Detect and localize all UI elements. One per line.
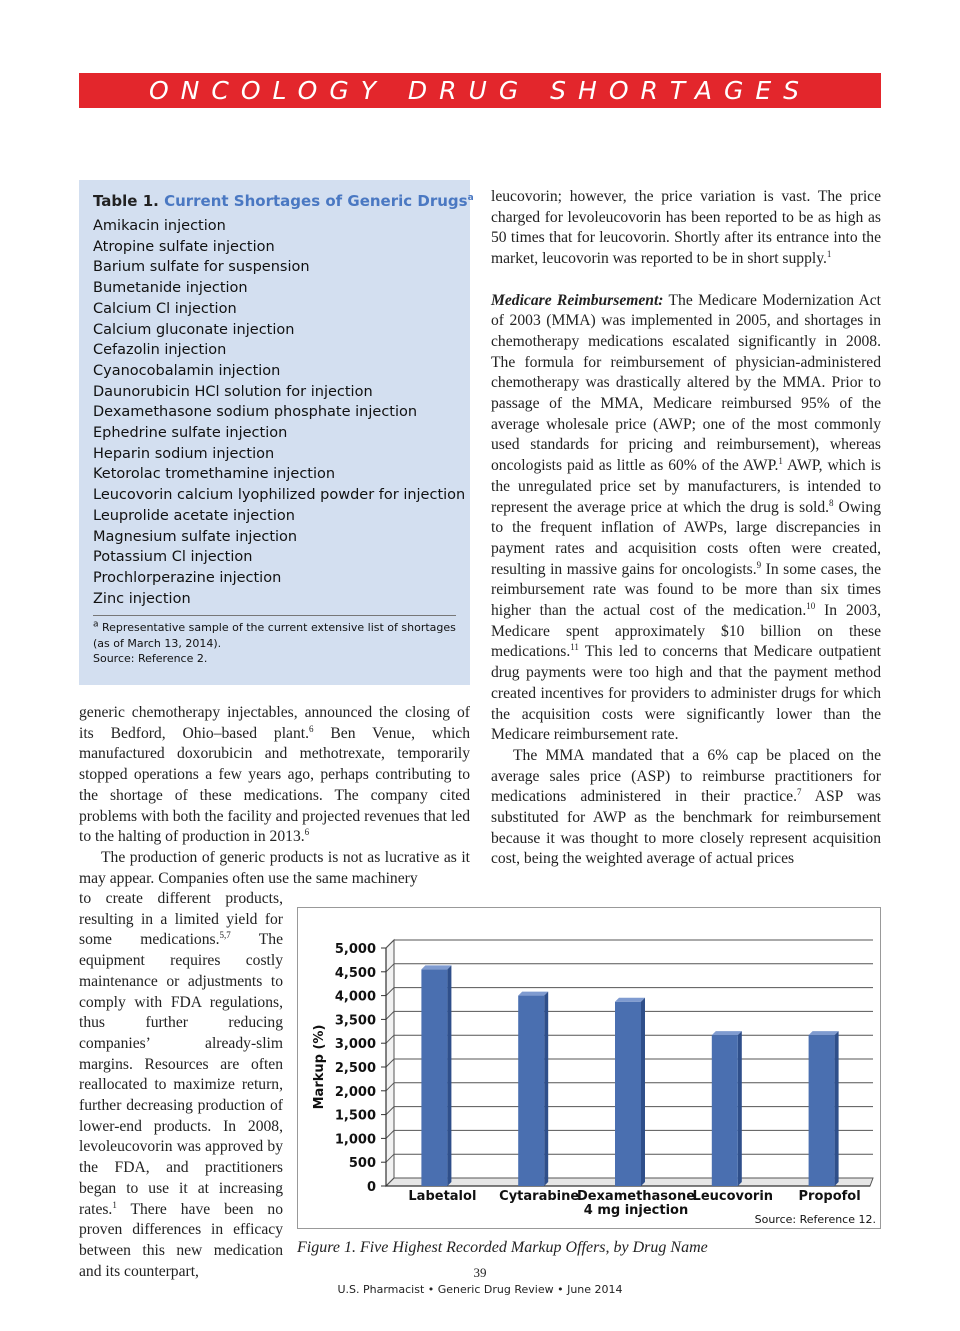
y-tick-label: 0 bbox=[366, 1180, 376, 1195]
x-tick-label: 4 mg injection bbox=[583, 1203, 689, 1218]
bar-side bbox=[544, 992, 548, 1186]
right-column bbox=[491, 187, 881, 870]
x-tick-label: Propofol bbox=[798, 1189, 861, 1204]
drug-list-item: Leuprolide acetate injection bbox=[93, 507, 295, 524]
bar-top bbox=[615, 998, 645, 1002]
drug-list-item: Calcium Cl injection bbox=[93, 300, 237, 317]
paragraph: Medicare Reimbursement: The Medicare Modernization Act of 2003 (MMA) was implemented in 2005, and shortages in chemotherapy medications escalated significantly in 2008. The formula for reimbursement of physician-administered chemotherapy was drastically altered by the MMA. Prior to passage of the MMA, Medicare reimbursed 95% of the average wholesale price (AWP; one of the most commonly used standards for pricing and reimbursement), whereas oncologists paid as little as 60% of the AWP.$^1$ AWP, which is the unregulated price set by manufacturers, is intended to represent the average price at which the drug is sold.$^8$ Owing to the frequent inflation of AWPs, large discrepancies in payment rates and acquisition costs often were created, resulting in massive gains for oncologists.$^9$ In some cases, the reimbursement rate was found to be more than six times higher than the actual cost of the medication.$^{10}$ In 2003, Medicare spent approximately $10 billion on these medications.$^{11}$ This led to concerns that Medicare outpatient drug payments were too high and that the payment method created incentives for providers to administer drugs for which the acquisition costs were significantly lower than the Medicare reimbursement rate. bbox=[491, 291, 882, 744]
y-tick-label: 500 bbox=[348, 1156, 376, 1172]
x-tick-label: Leucovorin bbox=[692, 1189, 774, 1204]
x-tick-label: Dexamethasone bbox=[576, 1189, 696, 1204]
x-tick-label: Cytarabine bbox=[499, 1189, 580, 1204]
drug-list-item: Dexamethasone sodium phosphate injection bbox=[93, 404, 418, 421]
drug-list-item: Heparin sodium injection bbox=[93, 445, 275, 462]
drug-list-item: Zinc injection bbox=[93, 590, 191, 607]
drug-list-item: Atropine sulfate injection bbox=[93, 238, 275, 255]
bar-top bbox=[712, 1031, 742, 1035]
chart-source: Source: Reference 12. bbox=[754, 1213, 876, 1226]
page-number: 39 bbox=[473, 1265, 487, 1280]
paragraph: leucovorin; however, the price variation is vast. The price charged for levoleucovorin has been reported to be as high as 50 times that for leucovorin. Shortly after its entrance into the market, leucovorin was reported to be in short supply.$^1$ bbox=[491, 188, 881, 268]
bar bbox=[421, 969, 447, 1186]
drug-list-item: Amikacin injection bbox=[93, 218, 226, 234]
drug-list-item: Magnesium sulfate injection bbox=[93, 528, 298, 545]
y-tick-label: 5,000 bbox=[334, 942, 376, 957]
y-tick-label: 3,000 bbox=[334, 1037, 376, 1053]
drug-list-item: Barium sulfate for suspension bbox=[93, 259, 310, 276]
table-title-sup: a bbox=[467, 193, 474, 203]
drug-list-item: Ketorolac tromethamine injection bbox=[93, 466, 336, 483]
drug-list-item: Bumetanide injection bbox=[93, 280, 248, 297]
y-axis-label: Markup (%) bbox=[312, 1024, 327, 1110]
drug-list-item: Calcium gluconate injection bbox=[93, 321, 295, 338]
table-rule bbox=[93, 615, 456, 616]
bar-side bbox=[835, 1031, 839, 1186]
paragraph: The production of generic products is not as lucrative as it may appear. Companies often use the same machinery bbox=[79, 848, 470, 887]
narrow-column bbox=[79, 889, 283, 1282]
y-tick-label: 1,500 bbox=[334, 1108, 376, 1124]
bar-side bbox=[738, 1031, 742, 1186]
y-tick-label: 1,000 bbox=[334, 1132, 376, 1148]
table-caption: Current Shortages of Generic Drugs bbox=[164, 192, 468, 210]
y-tick-label: 2,000 bbox=[334, 1084, 376, 1100]
journal-footer: U.S. Pharmacist • Generic Drug Review • June 2014 bbox=[337, 1283, 623, 1296]
bar-side bbox=[641, 998, 645, 1186]
figure-caption: Figure 1. Five Highest Recorded Markup Offers, by Drug Name bbox=[297, 1239, 708, 1256]
footnote-mark: a bbox=[93, 619, 99, 630]
drug-list-item: Cefazolin injection bbox=[93, 342, 227, 359]
table-footnote bbox=[93, 620, 456, 651]
bar bbox=[809, 1035, 835, 1186]
x-tick-label: Labetalol bbox=[408, 1189, 477, 1204]
section-heading: Medicare Reimbursement: bbox=[491, 291, 664, 309]
paragraph: generic chemotherapy injectables, announced the closing of its Bedford, Ohio–based plant.$^6$ Ben Venue, which manufactured doxorubicin and methotrexate, temporarily stopped operations a few years ago, perhaps contributing to the shortage of these medications. The company cited problems with both the facility and projected revenues that led to the halting of production in 2013.$^6$ bbox=[79, 704, 471, 846]
table-1 bbox=[79, 180, 474, 685]
drug-list-item: Prochlorperazine injection bbox=[93, 569, 282, 586]
bar-top bbox=[809, 1031, 839, 1035]
chart-canvas bbox=[298, 908, 882, 1230]
table-source: Source: Reference 2. bbox=[93, 652, 208, 666]
table-title bbox=[93, 192, 474, 210]
y-tick-label: 2,500 bbox=[334, 1061, 376, 1076]
paragraph: The MMA mandated that a 6% cap be placed on the average sales price (ASP) to reimburse practitioners for medications administered in their practice.$^7$ ASP was substituted for AWP as the benchmark for reimbursement because it was thought to more closely represent acquisition cost, being the weighted average of actual prices bbox=[491, 746, 881, 868]
drug-list-item: Daunorubicin HCl solution for injection bbox=[93, 383, 373, 400]
footnote-text: Representative sample of the current extensive list of shortages (as of March 13, 2014). bbox=[93, 621, 456, 650]
drug-list-item: Cyanocobalamin injection bbox=[93, 362, 281, 379]
bar bbox=[712, 1035, 738, 1186]
drug-list bbox=[93, 216, 466, 609]
y-tick-label: 4,000 bbox=[334, 989, 376, 1005]
bar-side bbox=[447, 965, 451, 1186]
drug-list-item: Ephedrine sulfate injection bbox=[93, 425, 288, 442]
markup-bar-chart bbox=[297, 907, 881, 1229]
bar bbox=[615, 1002, 641, 1186]
left-column bbox=[79, 703, 470, 889]
section-banner: ONCOLOGY DRUG SHORTAGES bbox=[79, 73, 881, 108]
table-label: Table 1. bbox=[93, 192, 159, 210]
bar-top bbox=[518, 992, 548, 996]
drug-list-item: Leucovorin calcium lyophilized powder for injection bbox=[93, 487, 466, 504]
paragraph: to create different products, resulting in a limited yield for some medications.$^{5,7}$ The equipment requires costly maintenance or adjustments to comply with FDA regulations, thus further reducing companies’ already-slim margins. Resources are often reallocated to maximize return, further decreasing production of lower-end products. In 2008, levoleucovorin was approved by the FDA, and practitioners began to use it at increasing rates.$^1$ There have been no proven differences in efficacy between this new medication and its counterpart, bbox=[79, 890, 283, 1280]
y-tick-label: 3,500 bbox=[334, 1013, 376, 1029]
drug-list-item: Potassium Cl injection bbox=[93, 549, 253, 566]
y-tick-label: 4,500 bbox=[334, 965, 376, 981]
bar bbox=[518, 996, 544, 1186]
bar-top bbox=[421, 965, 451, 969]
